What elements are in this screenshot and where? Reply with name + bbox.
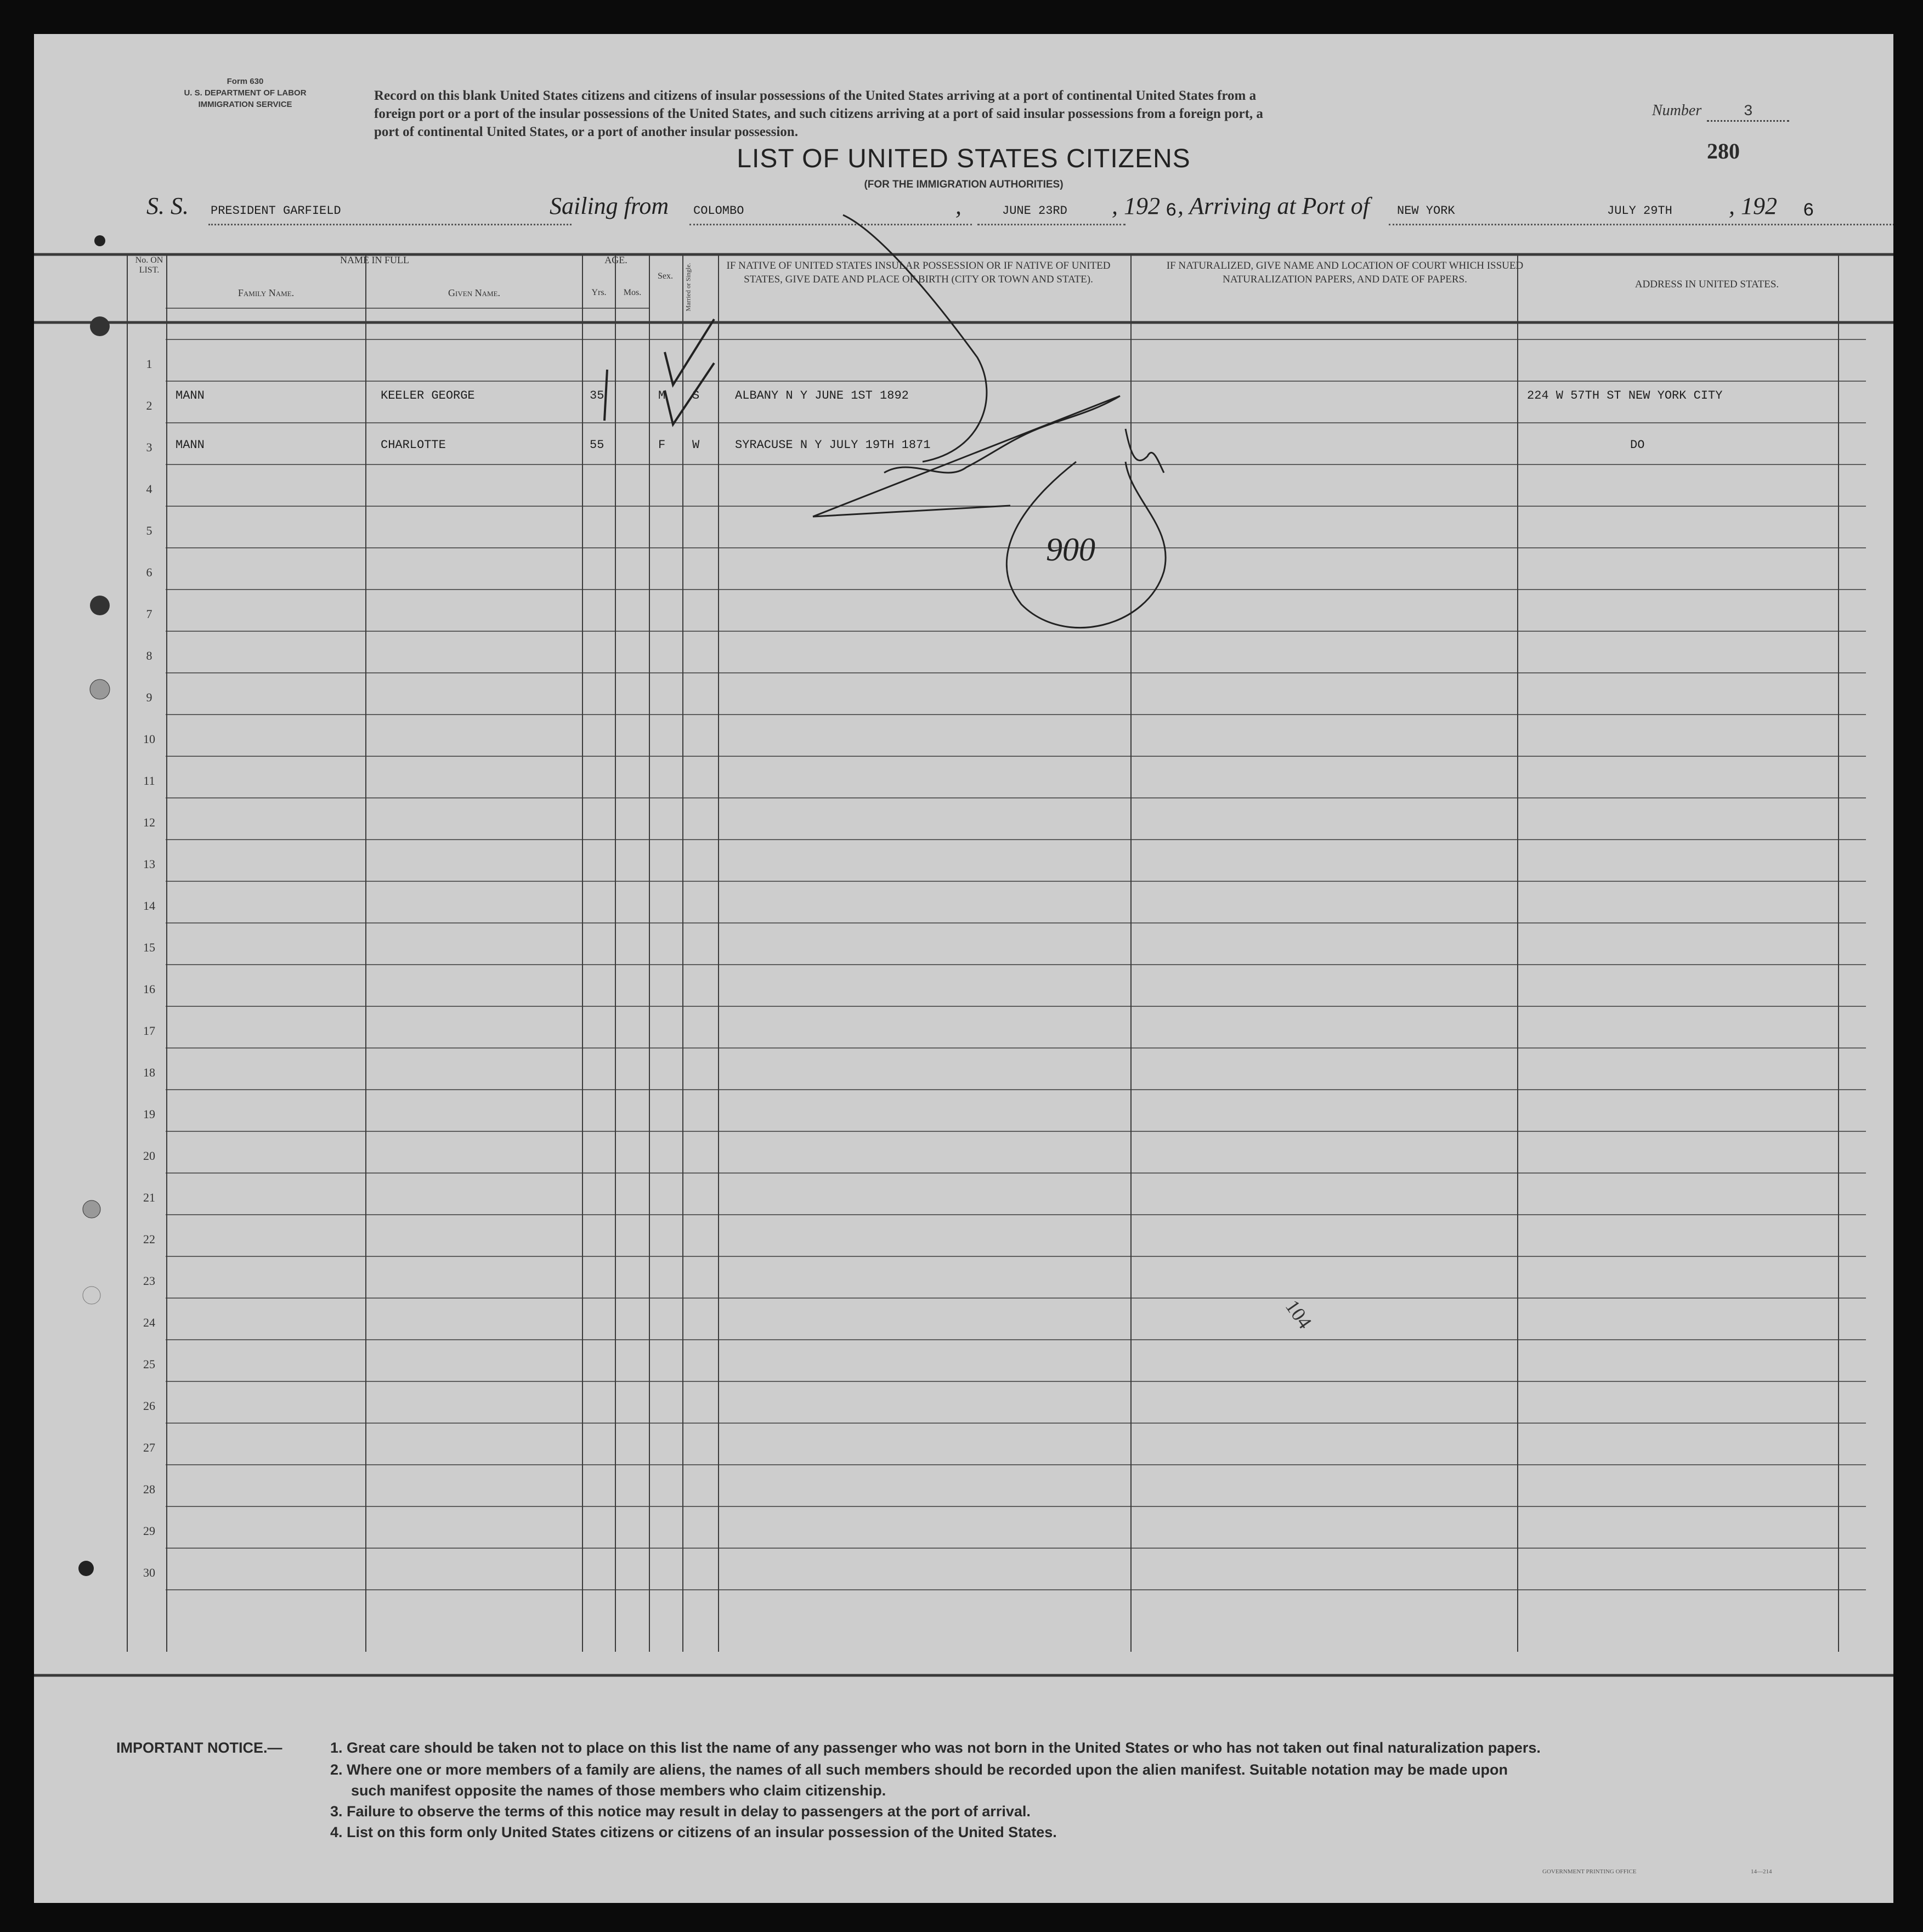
entry-given: KEELER GEORGE xyxy=(381,389,475,403)
punch-hole-icon xyxy=(90,316,110,336)
page-number: 280 xyxy=(1707,139,1740,163)
punch-hole-icon xyxy=(83,1200,100,1218)
circled-number: 900 xyxy=(1046,531,1095,568)
ss-label: S. S. xyxy=(146,192,189,219)
form-code: 14—214 xyxy=(1751,1868,1772,1875)
row-number: 5 xyxy=(146,524,152,537)
row-number: 26 xyxy=(143,1399,155,1413)
entry-given: CHARLOTTE xyxy=(381,438,446,452)
row-number: 11 xyxy=(143,774,155,787)
row-number: 27 xyxy=(143,1441,155,1454)
row-number: 21 xyxy=(143,1191,155,1204)
header-naturalized: IF NATURALIZED, GIVE NAME AND LOCATION OF COURT WHICH ISSUED NATURALIZATION PAPERS, AND DATE OF PAPERS. xyxy=(1166,260,1524,285)
instruction-line: Record on this blank United States citizens and citizens of insular possessions of the United States arriving at a port of continental United States from a xyxy=(374,88,1257,103)
row-number: 3 xyxy=(146,440,152,454)
row-number: 19 xyxy=(143,1107,155,1121)
row-number: 9 xyxy=(146,690,152,704)
sailing-port: COLOMBO xyxy=(693,204,744,218)
header-address: ADDRESS IN UNITED STATES. xyxy=(1634,279,1779,290)
notice-heading: IMPORTANT NOTICE.— xyxy=(116,1740,282,1756)
year-prefix: 192 xyxy=(1124,192,1160,219)
stamp-number: 104 xyxy=(1281,1295,1316,1333)
department-name: U. S. DEPARTMENT OF LABOR xyxy=(184,88,307,98)
row-number: 30 xyxy=(143,1566,155,1579)
number-label: Number xyxy=(1652,102,1702,119)
entry-address: DO xyxy=(1630,438,1645,452)
header-age: AGE. xyxy=(604,254,627,265)
entry-yrs: 35 xyxy=(590,389,604,403)
header-sex: Sex. xyxy=(658,271,673,281)
notice-item-1: 1. Great care should be taken not to place on this list the name of any passenger who was not born in the United States or who has not taken out final naturalization papers. xyxy=(330,1740,1541,1756)
row-number: 10 xyxy=(143,732,155,746)
row-number: 29 xyxy=(143,1524,155,1538)
printer-credit: GOVERNMENT PRINTING OFFICE xyxy=(1542,1868,1637,1875)
arriving-label: Arriving at Port of xyxy=(1189,192,1370,219)
entry-birth: ALBANY N Y JUNE 1ST 1892 xyxy=(735,389,909,403)
row-number: 15 xyxy=(143,940,155,954)
entry-family: MANN xyxy=(176,389,205,403)
row-number: 1 xyxy=(146,357,152,371)
row-number: 17 xyxy=(143,1024,155,1038)
entry-marital: W xyxy=(692,438,700,452)
header-name-in-full: NAME IN FULL xyxy=(340,254,409,265)
header-birth: IF NATIVE OF UNITED STATES INSULAR POSSESSION OR IF NATIVE OF UNITED STATES, GIVE DATE AND PLACE OF BIRTH (CITY OR TOWN AND STATE). xyxy=(726,260,1111,285)
row-number: 20 xyxy=(143,1149,155,1163)
ship-name: PRESIDENT GARFIELD xyxy=(211,204,341,218)
row-number: 4 xyxy=(146,482,152,496)
instruction-line: foreign port or a port of the insular possessions of the United States, and such citizens arriving at a port of said insular possessions from a foreign port, a xyxy=(374,106,1263,121)
punch-holes xyxy=(34,34,1893,1903)
header-no-on-list: No. ON LIST. xyxy=(135,256,163,275)
punch-hole-icon xyxy=(83,1287,100,1304)
entry-sex: M xyxy=(658,389,666,403)
row-number: 8 xyxy=(146,649,152,662)
entry-yrs: 55 xyxy=(590,438,604,452)
row-number: 12 xyxy=(143,815,155,829)
punch-hole-icon xyxy=(90,679,110,699)
number-value: 3 xyxy=(1707,103,1789,122)
arrival-port: NEW YORK xyxy=(1397,204,1455,218)
notice-item-2: 2. Where one or more members of a family are aliens, the names of all such members should be recorded upon the alien manifest. Suitable notation may be made upon xyxy=(330,1761,1508,1778)
header-family-name: Family Name. xyxy=(237,287,295,298)
entry-address: 224 W 57TH ST NEW YORK CITY xyxy=(1527,389,1723,403)
notice-item-2-cont: such manifest opposite the names of those members who claim citizenship. xyxy=(351,1782,886,1799)
header-given-name: Given Name. xyxy=(448,287,500,298)
entry-marital: S xyxy=(692,389,700,403)
sailing-date: JUNE 23RD xyxy=(1002,204,1067,218)
row-number: 6 xyxy=(146,565,152,579)
row-number: 23 xyxy=(143,1274,155,1288)
header-married-single: Married or Single. xyxy=(684,263,692,311)
service-name: IMMIGRATION SERVICE xyxy=(198,100,292,109)
row-number: 18 xyxy=(143,1066,155,1079)
form-number: Form 630 xyxy=(227,77,264,86)
sailing-label: Sailing from xyxy=(550,192,669,219)
row-number: 28 xyxy=(143,1482,155,1496)
page-subtitle: (FOR THE IMMIGRATION AUTHORITIES) xyxy=(864,179,1064,190)
row-number: 13 xyxy=(143,857,155,871)
manifest-page: Form 630 U. S. DEPARTMENT OF LABOR IMMIGRATION SERVICE Record on this blank United States citizens and citizens of insular possessions of the United States arriving at a port of continental United States from a foreign port or a port of the insular possessions of the United States, and such citizens arriving at a port of said insular possessions from a foreign port, a port of continental United States, or a port of another insular possession. Number 3 280 LIST OF UNITED STATES CITIZENS (FOR THE IMMIGRATION AUTHORITIES) S. S. PRESIDENT GARFIELD Sailing from COLOMBO , JUNE 23RD , 192 6 , Arriving at Port of NEW YORK JULY 29TH , 192 6 No. ON LIST. NAME IN FULL Family Name. Given Name. AGE. Yrs. Mos. Sex. Married or Single. IF NATIVE OF UNITED STATES INSULAR POSSESSION OR IF NATIVE OF UNITED STATES, GIVE DATE AND PLACE OF BIRTH (CITY OR TOWN AND STATE). IF NATURALIZED, GIVE NAME AND LOCATION OF COURT WHICH ISSUED NATURALIZATION PAPERS, AND DATE OF PAPERS. ADDRESS IN UNITED STATES. 1 2 3 4 5 6 7 8 9 10 11 12 13 14 15 16 17 18 19 20 21 22 23 24 25 26 27 28 29 30 MANN KEELER GEORGE 35 M S ALBANY N Y JUNE 1ST 1892 224 W 57TH ST NEW YORK CITY MANN CHARLOTTE 55 F W SYRACUSE N Y JULY 19TH 1871 DO 900 104 IMPORTANT NOTICE.— 1. Great care should be taken not to place on this list the name of any passenger who was not born in the United States or who has not taken out final naturalization papers. 2. Where one or more members of a family are aliens, the names of all such members should be recorded upon the alien manifest. Suitable notation may be made upon such manifest opposite the names of those members who claim citizenship. 3. Failure to observe the terms of this notice may result in delay to passengers at the port of arrival. 4. List on this form only United States citizens or citizens of an insular possession of the United States. GOVERNMENT PRINTING OFFICE 14—214 xyxy=(34,34,1893,1903)
entry-family: MANN xyxy=(176,438,205,452)
punch-hole-icon xyxy=(90,596,110,615)
notice-item-3: 3. Failure to observe the terms of this notice may result in delay to passengers at the port of arrival. xyxy=(330,1803,1031,1820)
punch-hole-icon xyxy=(94,235,105,246)
instruction-line: port of continental United States, or a port of another insular possession. xyxy=(374,124,798,139)
sailing-year: 6 xyxy=(1166,201,1177,222)
year-prefix-arrival: 192 xyxy=(1741,192,1777,219)
entry-sex: F xyxy=(658,438,666,452)
row-number: 2 xyxy=(146,399,152,412)
page-title: LIST OF UNITED STATES CITIZENS xyxy=(737,144,1191,173)
arrival-date: JULY 29TH xyxy=(1607,204,1672,218)
row-number: 22 xyxy=(143,1232,155,1246)
row-number: 7 xyxy=(146,607,152,621)
arrival-year: 6 xyxy=(1803,201,1814,222)
punch-hole-icon xyxy=(78,1561,94,1576)
row-number: 24 xyxy=(143,1316,155,1329)
header-yrs: Yrs. xyxy=(591,288,607,297)
header-mos: Mos. xyxy=(623,288,642,297)
notice-item-4: 4. List on this form only United States citizens or citizens of an insular possession of the United States. xyxy=(330,1824,1057,1840)
entry-birth: SYRACUSE N Y JULY 19TH 1871 xyxy=(735,438,931,452)
row-number: 25 xyxy=(143,1357,155,1371)
row-number: 14 xyxy=(143,899,155,913)
row-number: 16 xyxy=(143,982,155,996)
